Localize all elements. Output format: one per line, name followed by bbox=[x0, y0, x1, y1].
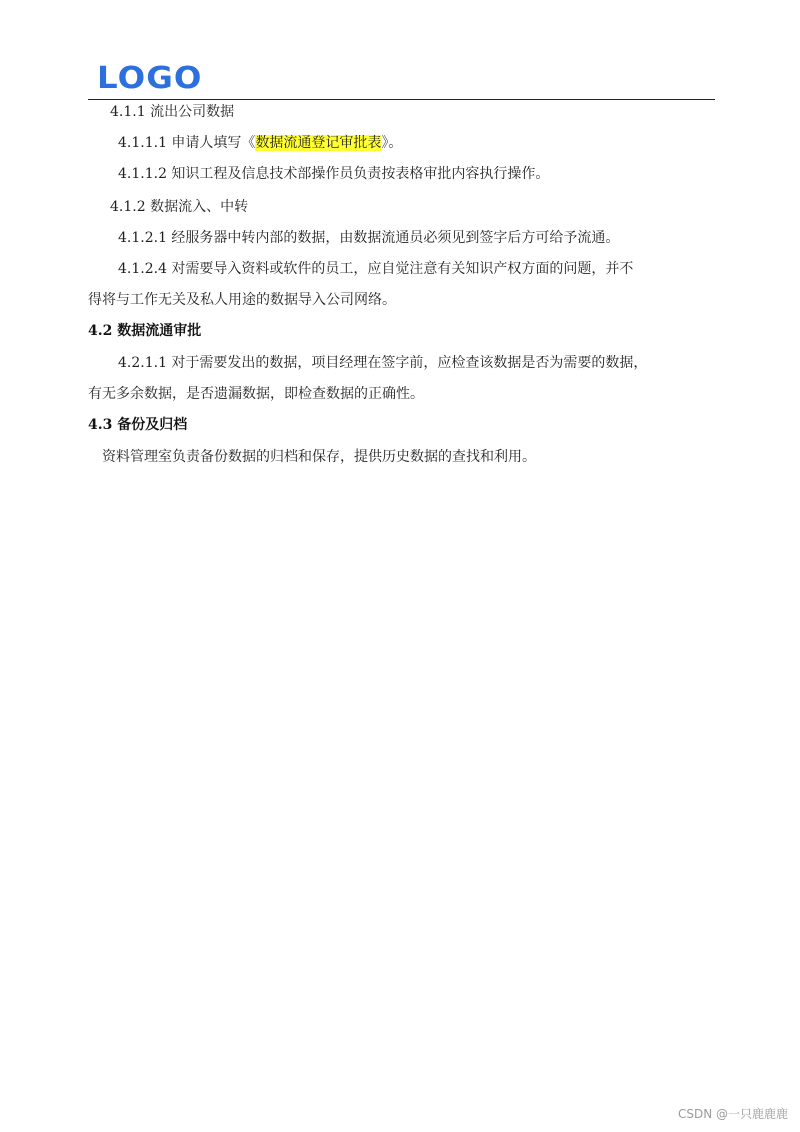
paragraph-4-2-1-1: 4.2.1.1 对于需要发出的数据，项目经理在签字前，应检查该数据是否为需要的数据， bbox=[118, 355, 648, 371]
header-divider bbox=[88, 99, 715, 100]
paragraph-4-1-2-4: 4.1.2.4 对需要导入资料或软件的员工，应自觉注意有关知识产权方面的问题，并不 bbox=[118, 261, 634, 277]
paragraph-4-1-1-1-prefix: 4.1.1.1 申请人填写《 bbox=[118, 135, 256, 151]
watermark: CSDN @一只鹿鹿鹿 bbox=[677, 1107, 788, 1121]
section-4-3-heading: 4.3 备份及归档 bbox=[88, 417, 188, 433]
paragraph-4-1-1-1 bbox=[118, 134, 402, 152]
paragraph-4-1-1-2: 4.1.1.2 知识工程及信息技术部操作员负责按表格审批内容执行操作。 bbox=[118, 166, 550, 182]
paragraph-4-2-1-1-continued: 有无多余数据，是否遗漏数据，即检查数据的正确性。 bbox=[88, 386, 424, 402]
paragraph-4-3: 资料管理室负责备份数据的归档和保存，提供历史数据的查找和利用。 bbox=[102, 449, 536, 465]
form-name-highlight: 数据流通登记审批表 bbox=[255, 135, 382, 151]
paragraph-4-1-1-1-suffix: 》。 bbox=[381, 135, 403, 151]
section-4-1-2-title: 4.1.2 数据流入、中转 bbox=[110, 199, 249, 215]
company-logo: LOGO bbox=[97, 61, 203, 96]
section-4-1-1-title: 4.1.1 流出公司数据 bbox=[110, 104, 235, 120]
section-4-2-heading: 4.2 数据流通审批 bbox=[88, 323, 202, 339]
paragraph-4-1-2-1: 4.1.2.1 经服务器中转内部的数据，由数据流通员必须见到签字后方可给予流通。 bbox=[118, 230, 620, 246]
paragraph-4-1-2-4-continued: 得将与工作无关及私人用途的数据导入公司网络。 bbox=[88, 292, 396, 308]
